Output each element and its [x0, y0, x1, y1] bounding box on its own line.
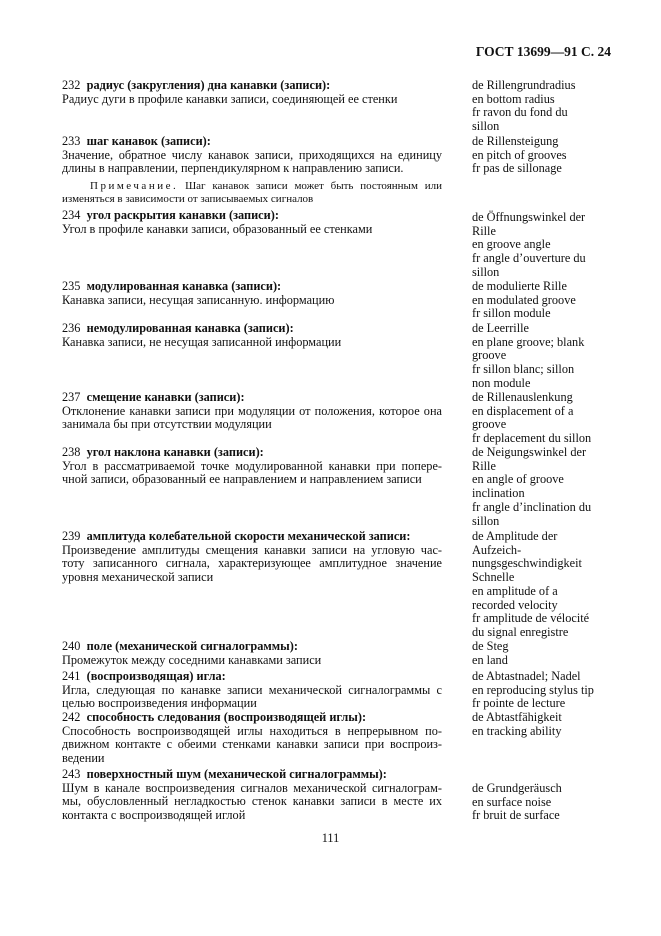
term-heading [62, 209, 442, 223]
term-number: 232 [62, 78, 81, 92]
term-translations [472, 782, 622, 823]
term-definition-line: чной записи, образованный ее направлением и направлением записи [62, 472, 422, 487]
term-heading [62, 280, 442, 294]
term-definition-line: Отклонение канавки записи при модуляции от положения, которое она [62, 403, 442, 418]
term-definition-line: уровня механической записи [62, 570, 214, 585]
term-definition-line: длины в направлении, перпендикулярном к направлению записи. [62, 161, 404, 176]
translation-line: de Steg [472, 639, 509, 653]
term-translations [472, 640, 622, 667]
term-number: 234 [62, 208, 81, 222]
term-definition-line: движном контакте с обеими стенками канавки записи при воспроиз- [62, 737, 442, 752]
term-definition-line: ведении [62, 751, 105, 766]
translation-line: en amplitude of a [472, 583, 558, 598]
term-title: поле (механической сигналограммы): [86, 639, 298, 653]
term-entry [62, 768, 442, 823]
term-translations [472, 280, 622, 321]
term-title: шаг канавок (записи): [86, 134, 211, 148]
translation-line: en land [472, 652, 508, 667]
note-line: изменяться в зависимости от записываемых сигналов [62, 193, 314, 205]
term-entry [62, 391, 442, 432]
term-entry [62, 530, 442, 585]
translation-line: sillon [472, 264, 500, 279]
term-title: модулированная канавка (записи): [86, 279, 282, 293]
translation-line: de Abtastnadel; Nadel [472, 669, 581, 683]
translation-line: de Abtastfähigkeit [472, 710, 562, 724]
term-definition-line: Канавка записи, не несущая записанной информации [62, 334, 342, 349]
translation-line: fr amplitude de vélocité [472, 611, 590, 626]
translation-line: du signal enregistre [472, 624, 569, 639]
translation-line: sillon [472, 513, 500, 528]
translation-line: fr ravon du fond du [472, 105, 568, 120]
translation-line: en displacement of a [472, 403, 574, 418]
term-heading [62, 640, 442, 654]
translation-line: recorded velocity [472, 597, 558, 612]
translation-line: sillon [472, 119, 500, 134]
translation-line: en tracking ability [472, 723, 562, 738]
translation-line: Aufzeich- [472, 542, 522, 557]
term-translations [472, 530, 622, 640]
translation-line: de Öffnungswinkel der [472, 210, 586, 224]
translation-line: de Leerrille [472, 321, 530, 335]
term-number: 237 [62, 390, 81, 404]
term-definition-line: занимала бы при отсутствии модуляции [62, 417, 272, 432]
term-title: способность следования (воспроизводящей иглы): [86, 710, 367, 724]
term-heading [62, 391, 442, 405]
translation-line: de Amplitude der [472, 529, 558, 543]
translation-line: Rille [472, 223, 496, 238]
translation-line: de Rillenauslenkung [472, 390, 573, 404]
translation-line: nungsgeschwindigkeit [472, 556, 582, 571]
term-entry [62, 79, 442, 106]
term-definition-line: Канавка записи, несущая записанную. информацию [62, 292, 335, 307]
term-title: угол наклона канавки (записи): [86, 445, 264, 459]
term-translations [472, 135, 622, 176]
term-number: 239 [62, 529, 81, 543]
term-heading [62, 322, 442, 336]
term-number: 235 [62, 279, 81, 293]
translation-line: fr angle d’ouverture du [472, 251, 586, 266]
term-translations [472, 711, 622, 738]
translation-line: inclination [472, 486, 525, 501]
term-definition-line: Способность воспроизводящей иглы находиться в непрерывном по- [62, 723, 442, 738]
term-definition-line: Игла, следующая по канавке записи механической сигналограммы с [62, 682, 442, 697]
translation-line: groove [472, 348, 507, 363]
term-entry [62, 640, 442, 667]
translation-line: Schnelle [472, 570, 515, 585]
term-title: угол раскрытия канавки (записи): [86, 208, 279, 222]
term-number: 233 [62, 134, 81, 148]
term-definition-line: Угол в профиле канавки записи, образованный ее стенками [62, 221, 373, 236]
translation-line: en surface noise [472, 794, 552, 809]
translation-line: en bottom radius [472, 91, 555, 106]
translation-line: non module [472, 375, 531, 390]
term-translations [472, 446, 622, 528]
term-number: 243 [62, 767, 81, 781]
note-label: Примечание. [90, 180, 179, 192]
term-title: (воспроизводящая) игла: [86, 669, 226, 683]
term-definition-line: Произведение амплитуды смещения канавки записи на угловую час- [62, 542, 442, 557]
translation-line: en angle of groove [472, 472, 564, 487]
term-entry [62, 322, 442, 349]
translation-line: fr sillon blanc; sillon [472, 362, 575, 377]
term-definition-line: мы, обусловленный негладкостью стенок канавки записи в месте их [62, 794, 442, 809]
translation-line: de Rillengrundradius [472, 78, 576, 92]
translation-line: fr bruit de surface [472, 808, 560, 823]
term-definition-line: Угол в рассматриваемой точке модулированной канавки при попере- [62, 458, 442, 473]
translation-line: fr sillon module [472, 306, 551, 321]
translation-line: en pitch of grooves [472, 147, 567, 162]
term-number: 238 [62, 445, 81, 459]
translation-line: de modulierte Rille [472, 279, 567, 293]
term-number: 236 [62, 321, 81, 335]
translation-line: en modulated groove [472, 292, 576, 307]
term-heading [62, 670, 442, 684]
page-number: 111 [321, 831, 340, 845]
term-definition-line: Шум в канале воспроизведения сигналов механической сигналограм- [62, 780, 442, 795]
term-definition-line: Промежуток между соседними канавками записи [62, 652, 322, 667]
term-heading [62, 711, 442, 725]
term-entry [62, 670, 442, 711]
term-translations [472, 211, 622, 280]
translation-line: en plane groove; blank [472, 334, 585, 349]
note [62, 180, 442, 206]
term-heading [62, 79, 442, 93]
page-header: ГОСТ 13699—91 С. 24 [475, 44, 611, 59]
term-title: поверхностный шум (механической сигналограммы): [86, 767, 387, 781]
term-heading [62, 446, 442, 460]
term-title: амплитуда колебательной скорости механической записи: [86, 529, 411, 543]
translation-line: fr angle d’inclination du [472, 499, 592, 514]
term-number: 242 [62, 710, 81, 724]
translation-line: fr pointe de lecture [472, 696, 566, 711]
term-entry [62, 209, 442, 236]
translation-line: de Neigungswinkel der [472, 445, 587, 459]
term-entry [62, 280, 442, 307]
translation-line: de Rillensteigung [472, 134, 559, 148]
term-heading [62, 135, 442, 149]
term-title: немодулированная канавка (записи): [86, 321, 294, 335]
term-entry [62, 711, 442, 766]
translation-line: fr deplacement du sillon [472, 431, 592, 446]
term-definition-line: Значение, обратное числу канавок записи, приходящихся на единицу [62, 147, 442, 162]
term-heading [62, 768, 442, 782]
term-definition-line: целью воспроизведения информации [62, 696, 257, 711]
translation-line: en reproducing stylus tip [472, 682, 594, 697]
term-title: смещение канавки (записи): [86, 390, 245, 404]
term-entry [62, 135, 442, 176]
term-translations [472, 79, 622, 134]
translation-line: fr pas de sillonage [472, 161, 562, 176]
term-title: радиус (закругления) дна канавки (записи): [86, 78, 331, 92]
term-translations [472, 670, 622, 711]
term-entry [62, 446, 442, 487]
term-definition-line: контакта с воспроизводящей иглой [62, 808, 246, 823]
note-line: Шаг канавок записи может быть постоянным или [185, 180, 442, 192]
translation-line: en groove angle [472, 237, 551, 252]
translation-line: groove [472, 417, 507, 432]
term-number: 241 [62, 669, 81, 683]
translation-line: Rille [472, 458, 496, 473]
term-definition-line: тоту записанного сигнала, характеризующее амплитудное значение [62, 556, 442, 571]
term-translations [472, 322, 622, 391]
translation-line: de Grundgeräusch [472, 781, 562, 795]
term-heading [62, 530, 442, 544]
term-definition-line: Радиус дуги в профиле канавки записи, соединяющей ее стенки [62, 91, 398, 106]
term-number: 240 [62, 639, 81, 653]
term-translations [472, 391, 622, 446]
